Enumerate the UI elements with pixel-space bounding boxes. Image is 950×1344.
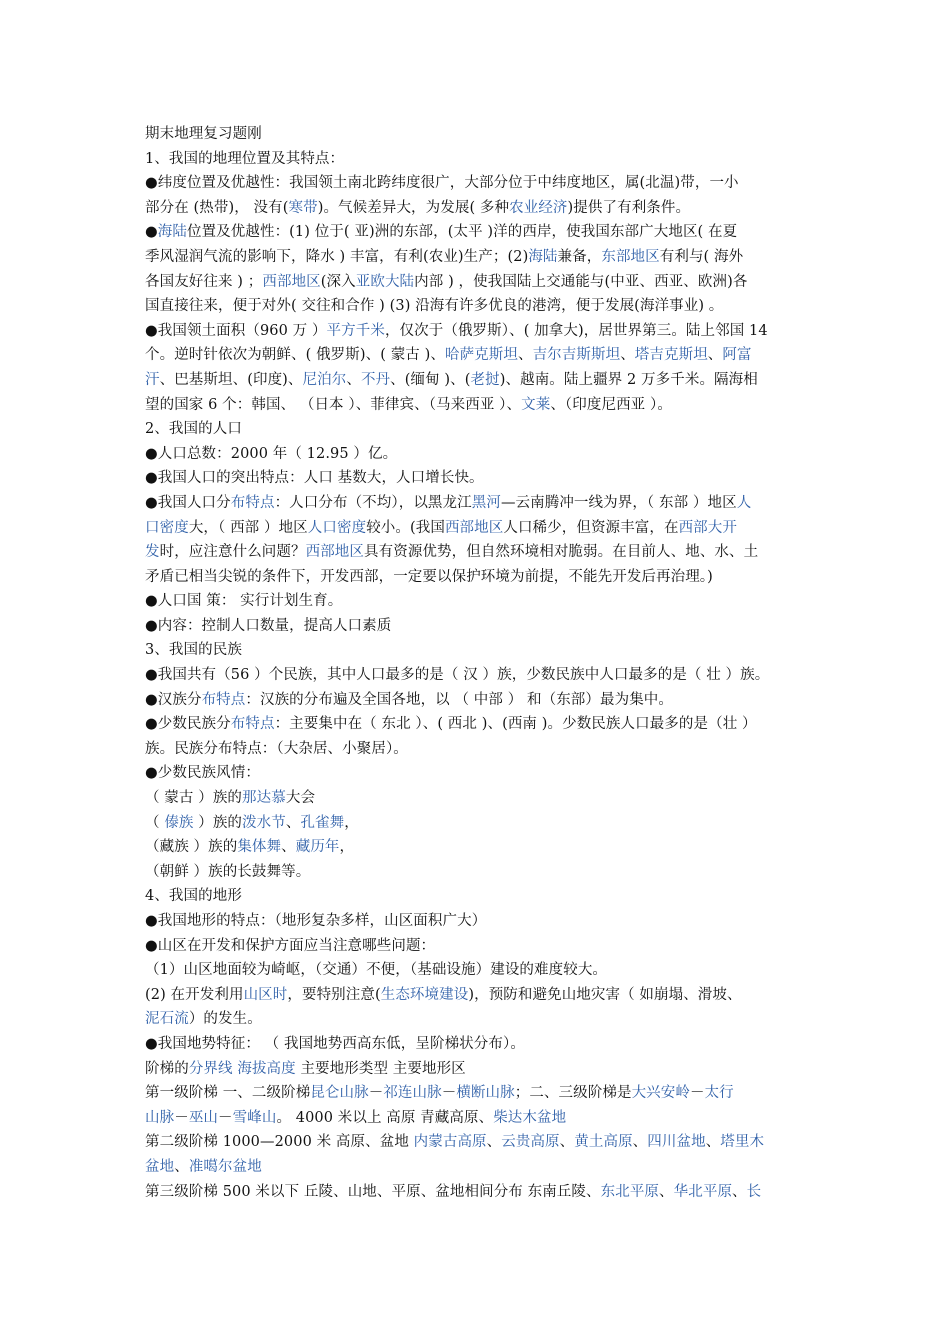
text-line xyxy=(145,343,815,368)
hyperlink-text[interactable]: 阿富 xyxy=(722,347,752,364)
text-line xyxy=(145,638,815,663)
text-line xyxy=(145,1130,815,1155)
text-span: )，预防和避免山地灾害（ 如崩塌、滑坡、 xyxy=(468,986,742,1003)
hyperlink-text[interactable]: 孔雀舞 xyxy=(300,814,345,831)
text-line xyxy=(145,417,815,442)
hyperlink-text[interactable]: 黄土高原 xyxy=(574,1134,633,1151)
hyperlink-text[interactable]: 海陆 xyxy=(157,224,187,241)
text-span: 矛盾已相当尖锐的条件下，开发西部，一定要以保护环境为前提，不能先开发后再治理。) xyxy=(145,568,713,585)
text-line xyxy=(145,884,815,909)
text-span: 望的国家 6 个：韩国、 （日本 ）、菲律宾、（马来西亚 ）、 xyxy=(145,396,522,413)
text-span: 个。逆时针依次为朝鲜、( 俄罗斯)、( 蒙古 )、 xyxy=(145,347,445,364)
hyperlink-text[interactable]: 西部地区 xyxy=(305,544,365,561)
text-span: 、 xyxy=(517,347,533,364)
text-span: （1）山区地面较为崎岖，（交通）不便，（基础设施）建设的难度较大。 xyxy=(145,962,608,979)
text-span: － xyxy=(174,1109,189,1126)
text-span: 部分在 (热带)， 没有( xyxy=(145,199,289,216)
text-line xyxy=(145,466,815,491)
text-span: 、 xyxy=(285,814,301,831)
hyperlink-text[interactable]: 海陆 xyxy=(528,248,558,265)
hyperlink-text[interactable]: 平方千米 xyxy=(326,322,385,339)
text-span: ●少数民族分 xyxy=(145,716,231,733)
hyperlink-text[interactable]: 东北平原 xyxy=(600,1183,660,1200)
hyperlink-text[interactable]: 寒带 xyxy=(288,199,318,216)
text-span: 1、我国的地理位置及其特点： xyxy=(145,150,345,167)
text-line xyxy=(145,589,815,614)
text-span: 。 4000 米以上 高原 青藏高原、 xyxy=(276,1109,494,1126)
text-span: ， xyxy=(339,839,355,856)
text-line xyxy=(145,761,815,786)
text-span: 4、我国的地形 xyxy=(145,888,242,905)
text-span: 2、我国的人口 xyxy=(145,421,242,438)
text-span: ●我国领土面积（960 万 ） xyxy=(145,322,327,339)
hyperlink-text[interactable]: 四川盆地 xyxy=(647,1134,706,1151)
text-line xyxy=(145,540,815,565)
text-span: )提供了有利条件。 xyxy=(567,199,691,216)
hyperlink-text[interactable]: 太行 xyxy=(704,1085,734,1102)
text-span: 、 xyxy=(620,347,635,364)
text-line xyxy=(145,934,815,959)
text-span: 、 xyxy=(486,1134,502,1151)
hyperlink-text[interactable]: 西部大开 xyxy=(678,519,737,536)
text-line xyxy=(145,663,815,688)
text-span: 、 xyxy=(732,1183,747,1200)
text-span: 、 xyxy=(174,1158,189,1175)
text-line xyxy=(145,860,815,885)
text-line xyxy=(145,1032,815,1057)
hyperlink-text[interactable]: 横断山脉 xyxy=(456,1085,515,1102)
text-span: － xyxy=(218,1109,233,1126)
hyperlink-text[interactable]: 亚欧大陆 xyxy=(355,273,415,290)
hyperlink-text[interactable]: 布特点 xyxy=(230,716,275,733)
text-span: 大会 xyxy=(285,790,316,807)
text-span: 位置及优越性：(1) 位于( 亚)洲的东部，(太平 )洋的西岸，使我国东部广大地区( 在夏 xyxy=(186,224,738,241)
text-span: ●汉族分 xyxy=(145,691,202,708)
text-span: 第一级阶梯 一、二级阶梯 xyxy=(145,1085,311,1102)
text-span: (深入 xyxy=(320,273,356,290)
text-span: 、 xyxy=(632,1134,648,1151)
hyperlink-text[interactable]: 吉尔吉斯斯坦 xyxy=(532,347,621,364)
text-line xyxy=(145,1057,815,1082)
text-span: 兼备， xyxy=(557,248,602,265)
hyperlink-text[interactable]: 汗 xyxy=(145,371,160,388)
hyperlink-text[interactable]: 口密度 xyxy=(145,519,189,536)
text-span: 国直接往来，便于对外( 交往和合作 ) (3) 沿海有许多优良的港湾，便于发展(海洋事业) 。 xyxy=(145,298,724,315)
hyperlink-text[interactable]: 文莱 xyxy=(521,396,551,413)
text-span: ：汉族的分布遍及全国各地，以 （ 中部 ） 和（东部）最为集中。 xyxy=(245,691,674,708)
text-span: ：主要集中在（ 东北 ）、( 西北 )、(西南 )。少数民族人口最多的是（壮 ） xyxy=(274,716,757,733)
hyperlink-text[interactable]: 柴达木盆地 xyxy=(493,1109,567,1126)
text-span: 大，（ 西部 ）地区 xyxy=(188,519,308,536)
hyperlink-text[interactable]: 准噶尔盆地 xyxy=(188,1158,262,1175)
hyperlink-text[interactable]: 西部地区 xyxy=(444,519,504,536)
text-span: —云南腾冲一线为界，（ 东部 ）地区 xyxy=(500,494,737,511)
hyperlink-text[interactable]: 大兴安岭 xyxy=(631,1085,690,1102)
text-span: ●人口总数：2000 年（ 12.95 ）亿。 xyxy=(145,445,398,462)
text-span: 期末地理复习题刚 xyxy=(145,126,262,142)
text-span: 季风湿润气流的影响下，降水 ) 丰富，有利(农业)生产；(2) xyxy=(145,248,529,265)
text-span: （朝鲜 ）族的长鼓舞等。 xyxy=(145,863,311,880)
text-line xyxy=(145,491,815,516)
text-span: （ 蒙古 ）族的 xyxy=(145,790,243,807)
text-span: 族。民族分布特点：（大杂居、小聚居）。 xyxy=(145,740,408,757)
text-span: ●山区在开发和保护方面应当注意哪些问题： xyxy=(145,937,436,954)
text-line xyxy=(145,122,815,147)
text-span: 、 xyxy=(559,1134,575,1151)
text-line xyxy=(145,171,815,196)
text-span: 、 xyxy=(281,839,296,856)
text-span: 时，应注意什么问题？ xyxy=(159,544,306,561)
text-span: 主要地形类型 主要地形区 xyxy=(295,1060,466,1077)
hyperlink-text[interactable]: 祁连山脉 xyxy=(383,1085,442,1102)
hyperlink-text[interactable]: 云贵高原 xyxy=(501,1134,560,1151)
hyperlink-text[interactable]: 内蒙古高原 xyxy=(413,1134,487,1151)
text-line xyxy=(145,294,815,319)
text-span: )、越南。陆上疆界 2 万多千米。隔海相 xyxy=(499,371,758,388)
text-span: － xyxy=(441,1085,457,1102)
text-line xyxy=(145,737,815,762)
hyperlink-text[interactable]: 华北平原 xyxy=(673,1183,733,1200)
hyperlink-text[interactable]: 塔里木 xyxy=(720,1134,765,1151)
text-line xyxy=(145,835,815,860)
text-line xyxy=(145,786,815,811)
hyperlink-text[interactable]: 人 xyxy=(736,494,752,511)
text-line xyxy=(145,516,815,541)
text-span: 、 xyxy=(346,371,361,388)
text-line xyxy=(145,393,815,418)
text-span: ，要特别注意( xyxy=(287,986,381,1003)
text-span: － xyxy=(368,1085,384,1102)
hyperlink-text[interactable]: 尼泊尔 xyxy=(302,371,347,388)
text-span: ●内容：控制人口数量，提高人口素质 xyxy=(145,617,392,634)
hyperlink-text[interactable]: 布特点 xyxy=(201,691,246,708)
hyperlink-text[interactable]: 泥石流 xyxy=(145,1011,189,1028)
text-span: ● xyxy=(145,224,158,241)
hyperlink-text[interactable]: 布特点 xyxy=(230,494,275,511)
document-body xyxy=(145,122,815,1204)
hyperlink-text[interactable]: 不丹 xyxy=(360,371,391,388)
text-span: ：人口分布（不均），以黑龙江 xyxy=(274,494,472,511)
text-line xyxy=(145,270,815,295)
hyperlink-text[interactable]: 盆地 xyxy=(145,1158,175,1175)
text-span: ）的发生。 xyxy=(188,1011,262,1028)
hyperlink-text[interactable]: 塔吉克斯坦 xyxy=(634,347,708,364)
text-line xyxy=(145,688,815,713)
hyperlink-text[interactable]: 雪峰山 xyxy=(232,1109,277,1126)
text-span: － xyxy=(689,1085,705,1102)
text-span: 阶梯的 xyxy=(145,1060,189,1077)
text-line xyxy=(145,1155,815,1180)
text-span: 、巴基斯坦、(印度)、 xyxy=(159,371,303,388)
hyperlink-text[interactable]: 巫山 xyxy=(188,1109,219,1126)
hyperlink-text[interactable]: 那达慕 xyxy=(242,790,286,807)
text-line xyxy=(145,220,815,245)
text-line xyxy=(145,1081,815,1106)
hyperlink-text[interactable]: 发 xyxy=(145,544,160,561)
text-span: 内部 ) ，使我国陆上交通能与(中亚、西亚、欧洲)各 xyxy=(414,273,748,290)
text-span: ）族的 xyxy=(193,814,243,831)
text-span: )。气候差异大，为发展( 多种 xyxy=(317,199,510,216)
hyperlink-text[interactable]: 生态环境建设 xyxy=(380,986,469,1003)
text-span: 、(缅甸 )、( xyxy=(390,371,471,388)
text-line xyxy=(145,983,815,1008)
hyperlink-text[interactable]: 农业经济 xyxy=(509,199,568,216)
hyperlink-text[interactable]: 昆仑山脉 xyxy=(310,1085,369,1102)
hyperlink-text[interactable]: 长 xyxy=(746,1183,762,1200)
text-line xyxy=(145,319,815,344)
hyperlink-text[interactable]: 老挝 xyxy=(470,371,500,388)
hyperlink-text[interactable]: 哈萨克斯坦 xyxy=(444,347,518,364)
text-line xyxy=(145,565,815,590)
text-span: ●少数民族风情： xyxy=(145,765,260,782)
hyperlink-text[interactable]: 分界线 xyxy=(188,1060,233,1077)
text-line xyxy=(145,909,815,934)
text-span: 、（印度尼西亚 ）。 xyxy=(550,396,672,413)
hyperlink-text[interactable]: 傣族 xyxy=(164,814,194,831)
text-line xyxy=(145,614,815,639)
text-span: ， xyxy=(344,814,359,831)
hyperlink-text[interactable]: 东部地区 xyxy=(601,248,660,265)
hyperlink-text[interactable]: 集体舞 xyxy=(237,839,282,856)
text-span: ；二、三级阶梯是 xyxy=(514,1085,632,1102)
text-span: 第二级阶梯 1000—2000 米 高原、盆地 xyxy=(145,1134,414,1151)
text-span: 各国友好往来 ) ； xyxy=(145,273,263,290)
text-line xyxy=(145,1007,815,1032)
text-span: ●我国地形的特点：（地形复杂多样，山区面积广大） xyxy=(145,913,487,929)
text-span: 、 xyxy=(707,347,723,364)
text-span: （藏族 ）族的 xyxy=(145,839,238,856)
text-span: 3、我国的民族 xyxy=(145,642,242,659)
text-span: 较小。(我国 xyxy=(366,519,445,536)
hyperlink-text[interactable]: 人口密度 xyxy=(307,519,367,536)
text-span: 、 xyxy=(659,1183,674,1200)
hyperlink-text[interactable]: 西部地区 xyxy=(262,273,321,290)
text-span: ●我国人口的突出特点：人口 基数大，人口增长快。 xyxy=(145,470,484,487)
hyperlink-text[interactable]: 藏历年 xyxy=(295,839,340,856)
text-line xyxy=(145,147,815,172)
text-span: 有利与( 海外 xyxy=(659,248,744,265)
text-line xyxy=(145,368,815,393)
text-span: ●我国共有（56 ）个民族，其中人口最多的是（ 汉 ）族，少数民族中人口最多的是（ 壮 ）族。 xyxy=(145,667,770,684)
text-line xyxy=(145,1106,815,1131)
text-span: ●纬度位置及优越性：我国领土南北跨纬度很广，大部分位于中纬度地区，属(北温)带，一小 xyxy=(145,175,739,192)
text-line xyxy=(145,196,815,221)
text-span: 人口稀少，但资源丰富，在 xyxy=(503,519,679,536)
hyperlink-text[interactable]: 海拔高度 xyxy=(237,1060,296,1077)
text-line xyxy=(145,712,815,737)
text-span: ●我国地势特征： （ 我国地势西高东低，呈阶梯状分布）。 xyxy=(145,1035,525,1052)
text-span: 、 xyxy=(705,1134,721,1151)
text-span: ●我国人口分 xyxy=(145,494,231,511)
hyperlink-text[interactable]: 山区时 xyxy=(243,986,288,1003)
text-line xyxy=(145,1180,815,1205)
hyperlink-text[interactable]: 泼水节 xyxy=(242,814,286,831)
text-line xyxy=(145,245,815,270)
text-span: 具有资源优势，但自然环境相对脆弱。在目前人、地、水、土 xyxy=(364,544,759,561)
text-line xyxy=(145,442,815,467)
text-span: (2) 在开发利用 xyxy=(145,986,244,1003)
text-line xyxy=(145,811,815,836)
text-span: ，仅次于（俄罗斯）、( 加拿大)，居世界第三。陆上邻国 14 xyxy=(384,322,768,339)
text-line xyxy=(145,958,815,983)
hyperlink-text[interactable]: 山脉 xyxy=(145,1109,175,1126)
hyperlink-text[interactable]: 黑河 xyxy=(471,494,501,511)
text-span: （ xyxy=(145,814,165,831)
text-span: 第三级阶梯 500 米以下 丘陵、山地、平原、盆地相间分布 东南丘陵、 xyxy=(145,1183,601,1200)
text-span: ●人口国 策： 实行计划生育。 xyxy=(145,593,343,610)
